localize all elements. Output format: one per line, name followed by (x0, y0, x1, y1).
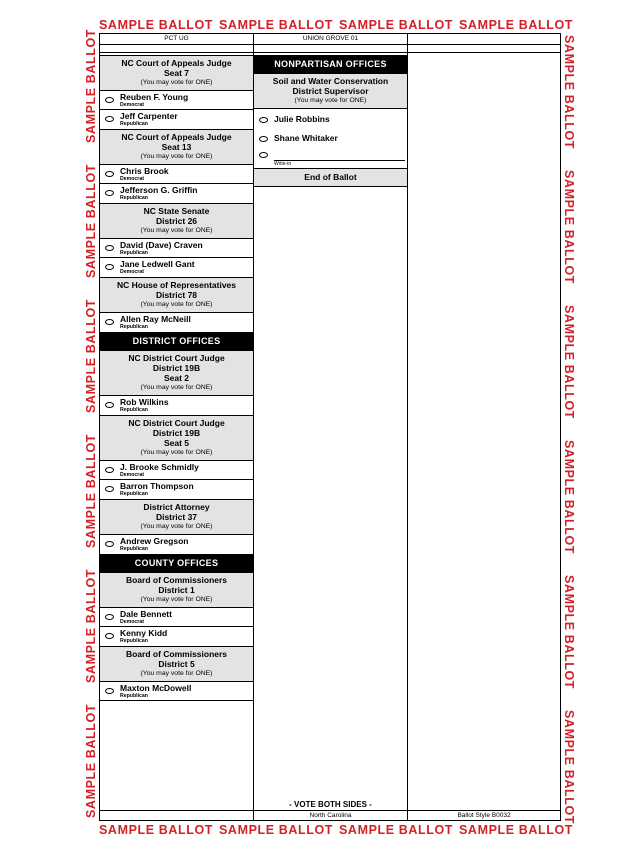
vote-oval[interactable] (105, 245, 114, 251)
contest-seat: Seat 7 (163, 68, 190, 78)
contest-commissioners-d5 (100, 646, 253, 682)
candidate-row[interactable] (254, 110, 407, 129)
contest-district: District 5 (158, 659, 195, 669)
candidate-name: Rob Wilkins (120, 397, 169, 407)
candidate-row[interactable] (100, 396, 253, 415)
vote-oval[interactable] (259, 152, 268, 158)
vote-oval[interactable] (105, 486, 114, 492)
candidate-row[interactable] (100, 239, 253, 258)
candidate-row[interactable] (100, 682, 253, 701)
watermark-right-1: SAMPLE BALLOT (562, 35, 576, 150)
watermark-bottom-3: SAMPLE BALLOT (339, 823, 454, 837)
candidate-party: Democrat (120, 472, 144, 478)
ballot-column-2 (254, 34, 408, 820)
watermark-right-6: SAMPLE BALLOT (562, 710, 576, 825)
contest-appeals-seat13 (100, 129, 253, 165)
candidate-party: Republican (120, 121, 148, 127)
contest-title: NC State Senate (143, 206, 210, 216)
vote-instruction: (You may vote for ONE) (140, 523, 213, 530)
end-of-ballot: End of Ballot (254, 169, 407, 187)
watermark-left-1: SAMPLE BALLOT (84, 28, 98, 143)
contest-district: District 1 (158, 585, 195, 595)
candidate-name: Kenny Kidd (120, 628, 168, 638)
section-county-offices: COUNTY OFFICES (100, 554, 253, 573)
contest-title: NC Court of Appeals Judge (121, 132, 232, 142)
candidate-row[interactable] (254, 129, 407, 148)
watermark-right-5: SAMPLE BALLOT (562, 575, 576, 690)
candidate-party: Republican (120, 638, 148, 644)
vote-oval[interactable] (259, 117, 268, 123)
ballot-sheet (99, 33, 561, 821)
vote-instruction: (You may vote for ONE) (140, 596, 213, 603)
candidate-party: Republican (120, 693, 148, 699)
contest-title: NC Court of Appeals Judge (121, 58, 232, 68)
candidate-party: Democrat (120, 102, 144, 108)
vote-oval[interactable] (105, 688, 114, 694)
section-district-offices: DISTRICT OFFICES (100, 332, 253, 351)
contest-district: District 78 (155, 290, 198, 300)
watermark-right-4: SAMPLE BALLOT (562, 440, 576, 555)
contest-title: NC House of Representatives (116, 280, 237, 290)
contest-commissioners-d1 (100, 573, 253, 608)
watermark-left-6: SAMPLE BALLOT (84, 703, 98, 818)
contest-district: District 37 (155, 512, 198, 522)
section-nonpartisan-offices: NONPARTISAN OFFICES (254, 55, 407, 74)
candidate-name: Barron Thompson (120, 481, 194, 491)
candidate-party: Republican (120, 491, 148, 497)
contest-title: Soil and Water Conservation (272, 76, 389, 86)
contest-title: NC District Court Judge (128, 418, 225, 428)
watermark-bottom-1: SAMPLE BALLOT (99, 823, 214, 837)
candidate-name: Jeff Carpenter (120, 111, 178, 121)
candidate-name: Maxton McDowell (120, 683, 192, 693)
watermark-left-2: SAMPLE BALLOT (84, 163, 98, 278)
vote-oval[interactable] (105, 319, 114, 325)
vote-both-sides: - VOTE BOTH SIDES - (289, 800, 372, 809)
write-in-line[interactable] (274, 160, 405, 161)
vote-instruction: (You may vote for ONE) (140, 449, 213, 456)
watermark-bottom-4: SAMPLE BALLOT (459, 823, 574, 837)
watermark-bottom-2: SAMPLE BALLOT (219, 823, 334, 837)
watermark-top-4: SAMPLE BALLOT (459, 18, 574, 32)
vote-oval[interactable] (105, 614, 114, 620)
candidate-party: Democrat (120, 269, 144, 275)
candidate-party: Republican (120, 250, 148, 256)
candidate-row[interactable] (100, 608, 253, 627)
vote-oval[interactable] (105, 467, 114, 473)
vote-instruction: (You may vote for ONE) (140, 384, 213, 391)
candidate-row[interactable] (100, 313, 253, 332)
candidate-row[interactable] (100, 461, 253, 480)
contest-district-judge-seat5 (100, 415, 253, 461)
candidate-name: Chris Brook (120, 166, 169, 176)
vote-oval[interactable] (105, 402, 114, 408)
contest-district: District 19B (152, 363, 201, 373)
candidate-name: Shane Whitaker (274, 133, 338, 143)
vote-oval[interactable] (105, 541, 114, 547)
write-in-label: Write-in (274, 161, 292, 167)
footer-ballot-style: Ballot Style B0032 (457, 812, 511, 819)
watermark-left-4: SAMPLE BALLOT (84, 433, 98, 548)
ballot-column-1 (100, 34, 254, 820)
candidate-row[interactable] (100, 480, 253, 499)
candidate-name: Allen Ray McNeill (120, 314, 191, 324)
candidate-party: Republican (120, 546, 148, 552)
candidate-row[interactable] (100, 627, 253, 646)
candidate-party: Republican (120, 195, 148, 201)
vote-oval[interactable] (105, 97, 114, 103)
contest-seat: Seat 13 (161, 142, 192, 152)
vote-instruction: (You may vote for ONE) (140, 153, 213, 160)
candidate-row[interactable] (100, 258, 253, 277)
contest-seat: Seat 2 (163, 373, 190, 383)
contest-office: District Supervisor (292, 86, 369, 96)
vote-oval[interactable] (105, 190, 114, 196)
candidate-row[interactable] (100, 165, 253, 184)
candidate-row[interactable] (100, 535, 253, 554)
vote-instruction: (You may vote for ONE) (294, 97, 367, 104)
vote-instruction: (You may vote for ONE) (140, 227, 213, 234)
candidate-name: Julie Robbins (274, 114, 330, 124)
vote-oval[interactable] (259, 136, 268, 142)
contest-title: NC District Court Judge (128, 353, 225, 363)
contest-nc-house (100, 277, 253, 313)
write-in-row[interactable] (254, 148, 407, 169)
vote-oval[interactable] (105, 633, 114, 639)
contest-seat: Seat 5 (163, 438, 190, 448)
contest-district-judge-seat2 (100, 351, 253, 396)
contest-title: Board of Commissioners (125, 575, 228, 585)
contest-state-senate (100, 203, 253, 239)
candidate-name: Jefferson G. Griffin (120, 185, 198, 195)
candidate-row[interactable] (100, 91, 253, 110)
watermark-top-1: SAMPLE BALLOT (99, 18, 214, 32)
watermark-left-5: SAMPLE BALLOT (84, 568, 98, 683)
candidate-party: Democrat (120, 176, 144, 182)
vote-instruction: (You may vote for ONE) (140, 301, 213, 308)
vote-instruction: (You may vote for ONE) (140, 670, 213, 677)
watermark-top-2: SAMPLE BALLOT (219, 18, 334, 32)
vote-oval[interactable] (105, 116, 114, 122)
vote-oval[interactable] (105, 171, 114, 177)
watermark-right-2: SAMPLE BALLOT (562, 170, 576, 285)
vote-instruction: (You may vote for ONE) (140, 79, 213, 86)
candidate-party: Republican (120, 407, 148, 413)
candidate-name: Andrew Gregson (120, 536, 189, 546)
contest-district: District 26 (155, 216, 198, 226)
candidate-name: Dale Bennett (120, 609, 172, 619)
contest-district-attorney (100, 499, 253, 535)
watermark-right-3: SAMPLE BALLOT (562, 305, 576, 420)
watermark-top-3: SAMPLE BALLOT (339, 18, 454, 32)
candidate-party: Democrat (120, 619, 144, 625)
contest-district: District 19B (152, 428, 201, 438)
candidate-row[interactable] (100, 184, 253, 203)
candidate-row[interactable] (100, 110, 253, 129)
contest-title: District Attorney (143, 502, 210, 512)
candidate-party: Republican (120, 324, 148, 330)
candidate-name: Reuben F. Young (120, 92, 189, 102)
watermark-left-3: SAMPLE BALLOT (84, 298, 98, 413)
ballot-column-3 (408, 34, 560, 820)
candidate-name: David (Dave) Craven (120, 240, 203, 250)
candidate-name: Jane Ledwell Gant (120, 259, 195, 269)
contest-appeals-seat7 (100, 55, 253, 91)
precinct-code: PCT UG (164, 35, 189, 42)
contest-soil-water (254, 74, 407, 109)
contest-title: Board of Commissioners (125, 649, 228, 659)
vote-oval[interactable] (105, 264, 114, 270)
precinct-name: UNION GROVE 01 (302, 35, 359, 42)
candidate-name: J. Brooke Schmidly (120, 462, 199, 472)
footer-state: North Carolina (309, 812, 352, 819)
